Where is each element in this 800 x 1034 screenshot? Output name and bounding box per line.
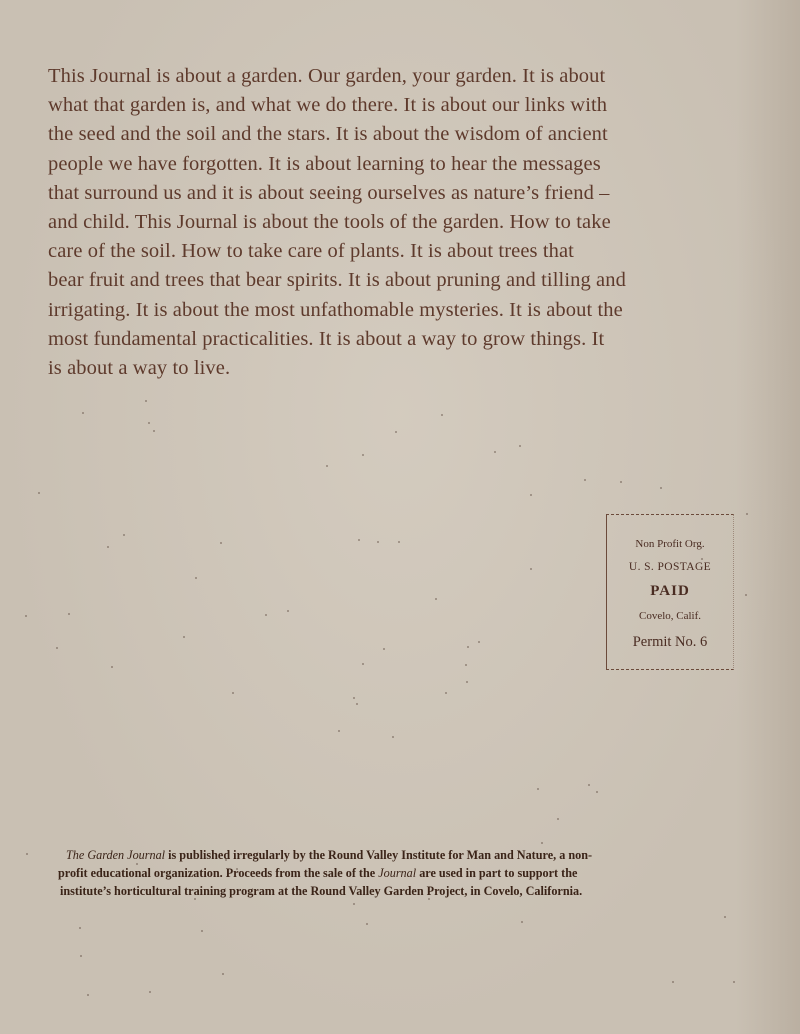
paper-speck [222, 973, 224, 975]
paper-speck [467, 646, 469, 648]
paper-speck [537, 788, 539, 790]
paper-speck [338, 730, 340, 732]
paper-speck [356, 703, 358, 705]
paper-speck [541, 842, 543, 844]
paper-speck [115, 875, 117, 877]
intro-line-9: irrigating. It is about the most unfathomable mysteries. It is about the [48, 298, 623, 321]
paper-speck [87, 994, 89, 996]
paper-speck [362, 663, 364, 665]
intro-line-6: and child. This Journal is about the tools of the garden. How to take [48, 211, 611, 234]
paper-speck [123, 534, 125, 536]
paper-speck [201, 930, 203, 932]
intro-line-8: bear fruit and trees that bear spirits. It is about pruning and tilling and [48, 269, 626, 292]
paper-speck [428, 898, 430, 900]
paper-speck [220, 542, 222, 544]
paper-speck [392, 736, 394, 738]
paper-speck [746, 513, 748, 515]
paper-speck [521, 921, 523, 923]
paper-speck [398, 541, 400, 543]
paper-speck [56, 647, 58, 649]
paper-speck [26, 853, 28, 855]
paper-speck [466, 681, 468, 683]
intro-line-4: people we have forgotten. It is about learning to hear the messages [48, 152, 601, 175]
intro-line-3: the seed and the soil and the stars. It is about the wisdom of ancient [48, 123, 608, 146]
paper-speck [445, 692, 447, 694]
paper-speck [519, 445, 521, 447]
permit-number: Permit No. 6 [632, 634, 708, 650]
paper-speck [724, 916, 726, 918]
paper-speck [557, 818, 559, 820]
paper-speck [353, 903, 355, 905]
paper-speck [660, 487, 662, 489]
paper-speck [326, 465, 328, 467]
paper-speck [232, 692, 234, 694]
paper-speck [530, 568, 532, 570]
intro-line-1: This Journal is about a garden. Our garden, your garden. It is about [48, 65, 606, 87]
paper-speck [494, 451, 496, 453]
paper-speck [596, 791, 598, 793]
colophon-line-1 [66, 846, 766, 864]
intro-line-5: that surround us and it is about seeing ourselves as nature’s friend – [48, 181, 610, 204]
intro-line-11: is about a way to live. [48, 357, 231, 380]
paper-speck [353, 697, 355, 699]
permit-org-type: Non Profit Org. [635, 538, 705, 550]
paper-speck [745, 594, 747, 596]
paper-speck [111, 666, 113, 668]
paper-speck [136, 863, 138, 865]
paper-speck [620, 481, 622, 483]
paper-speck [80, 955, 82, 957]
colophon [58, 846, 766, 900]
paper-speck [377, 541, 379, 543]
paper-speck [225, 859, 227, 861]
paper-speck [38, 492, 40, 494]
paper-speck [358, 539, 360, 541]
paper-speck [107, 546, 109, 548]
paper-speck [149, 991, 151, 993]
paper-speck [588, 784, 590, 786]
permit-text-block [607, 533, 733, 655]
permit-paid-label: PAID [650, 583, 690, 599]
paper-speck [145, 400, 147, 402]
paper-speck [236, 868, 238, 870]
colophon-line-2-start: profit educational organization. Proceeds from the sale of the [58, 866, 379, 880]
intro-line-10: most fundamental practicalities. It is about a way to grow things. It [48, 327, 605, 350]
colophon-line-3: institute’s horticultural training program at the Round Valley Garden Project, in Covelo, California. [60, 884, 583, 898]
paper-speck [478, 641, 480, 643]
paper-speck [183, 636, 185, 638]
permit-location: Covelo, Calif. [638, 610, 702, 622]
paper-speck [701, 558, 703, 560]
paper-speck [584, 479, 586, 481]
paper-speck [265, 614, 267, 616]
paper-speck [435, 598, 437, 600]
paper-speck [68, 613, 70, 615]
journal-title: The Garden Journal [66, 848, 166, 862]
intro-line-7: care of the soil. How to take care of plants. It is about trees that [48, 240, 574, 263]
paper-speck [672, 981, 674, 983]
colophon-line-2-end: are used in part to support the [416, 866, 578, 880]
permit-postage-label: U. S. POSTAGE [628, 561, 712, 573]
paper-speck [441, 414, 443, 416]
paper-speck [530, 494, 532, 496]
paper-speck [82, 412, 84, 414]
paper-speck [383, 648, 385, 650]
paper-speck [79, 927, 81, 929]
paper-speck [153, 430, 155, 432]
colophon-line-1-text: is published irregularly by the Round Valley Institute for Man and Nature, a non- [165, 848, 593, 862]
paper-speck [194, 898, 196, 900]
intro-line-2: what that garden is, and what we do there. It is about our links with [48, 94, 608, 117]
journal-word: Journal [378, 866, 417, 880]
paper-speck [733, 981, 735, 983]
paper-speck [362, 454, 364, 456]
paper-speck [395, 431, 397, 433]
paper-speck [148, 422, 150, 424]
intro-paragraph [48, 62, 760, 383]
colophon-line-2 [58, 864, 766, 882]
paper-speck [25, 615, 27, 617]
paper-speck [195, 577, 197, 579]
paper-speck [366, 923, 368, 925]
postage-permit-indicia [606, 514, 734, 670]
paper-speck [465, 664, 467, 666]
paper-speck [287, 610, 289, 612]
